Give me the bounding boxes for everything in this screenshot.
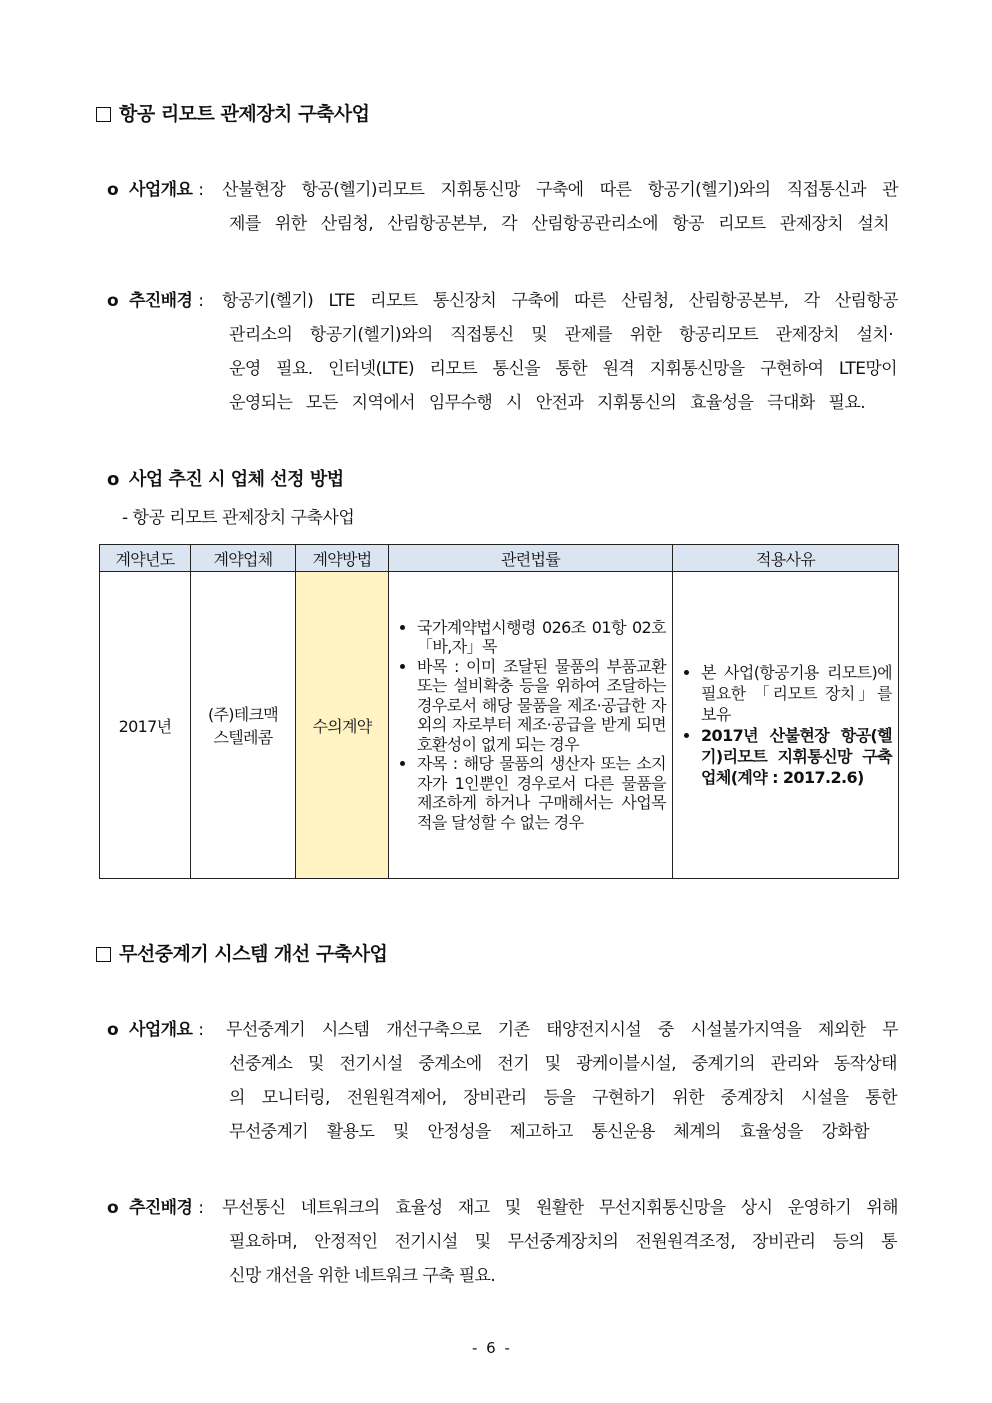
header-cell-company: 계약업체 — [191, 545, 296, 572]
body-line: 항공기(헬기) LTE 리모트 통신장치 구축에 따른 산림청, 산림항공본부, 각 산림항공 — [222, 291, 898, 311]
item-label: 추진배경 — [129, 291, 193, 311]
background-item-1 — [107, 286, 209, 311]
colon-separator: : — [198, 180, 204, 200]
cell-law — [389, 572, 673, 879]
item-label: 사업개요 — [129, 180, 193, 200]
bullet-o-icon: o — [107, 469, 119, 490]
reason-list-item: • 2017년 산불현장 항공(헬기)리모트 지휘통신망 구축업체(계약 : 2017.2.6) — [701, 725, 892, 788]
header-cell-law: 관련법률 — [389, 545, 673, 572]
header-cell-year: 계약년도 — [100, 545, 191, 572]
cell-method: 수의계약 — [296, 572, 389, 879]
body-line: 제를 위한 산림청, 산림항공본부, 각 산림항공관리소에 항공 리모트 관제장치 설치 — [229, 214, 889, 234]
cell-company — [191, 572, 296, 879]
colon-separator: : — [198, 291, 204, 311]
item-label: 사업개요 — [129, 1020, 193, 1040]
header-cell-reason: 적용사유 — [673, 545, 899, 572]
body-line: 관리소의 항공기(헬기)와의 직접통신 및 관제를 위한 항공리모트 관제장치 설치· — [229, 325, 893, 345]
company-line: 스텔레콤 — [213, 728, 273, 747]
law-list — [389, 618, 672, 833]
bullet-o-icon: o — [107, 180, 119, 200]
header-cell-method: 계약방법 — [296, 545, 389, 572]
section-title-text: 항공 리모트 관제장치 구축사업 — [119, 103, 370, 125]
cell-reason — [673, 572, 899, 879]
section-title-text: 무선중계기 시스템 개선 구축사업 — [119, 943, 388, 965]
overview-item-1 — [107, 175, 209, 200]
background-item-2 — [107, 1193, 209, 1218]
law-list-item: • 국가계약법시행령 026조 01항 02호 「바,자」목 — [417, 618, 666, 657]
body-line: 무선중계기 활용도 및 안정성을 제고하고 통신운용 체계의 효율성을 강화함 — [229, 1122, 869, 1142]
body-line: 의 모니터링, 전원원격제어, 장비관리 등을 구현하기 위한 중계장치 시설을 통한 — [229, 1088, 897, 1108]
page-number: - 6 - — [472, 1339, 512, 1357]
body-line: 무선통신 네트워크의 효율성 재고 및 원활한 무선지휘통신망을 상시 운영하기 위해 — [222, 1198, 898, 1218]
body-line: 무선중계기 시스템 개선구축으로 기존 태양전지시설 중 시설불가지역을 제외한 무 — [226, 1020, 898, 1040]
selection-heading — [107, 465, 344, 491]
body-line: 산불현장 항공(헬기)리모트 지휘통신망 구축에 따른 항공기(헬기)와의 직접통신과 관 — [222, 180, 898, 200]
law-list-item: • 바목 : 이미 조달된 물품의 부품교환 또는 설비확충 등을 위하여 조달하는 경우로서 해당 물품을 제조·공급한 자 외의 자로부터 제조·공급을 받게 되면 호환성이 없게 되는 경우 — [417, 657, 666, 755]
body-line: 운영되는 모든 지역에서 임무수행 시 안전과 지휘통신의 효율성을 극대화 필요. — [229, 393, 865, 413]
selection-subtitle: - 항공 리모트 관제장치 구축사업 — [122, 508, 355, 528]
company-line: (주)테크맥 — [207, 705, 279, 724]
colon-separator: : — [198, 1020, 204, 1040]
bullet-o-icon: o — [107, 1020, 119, 1040]
colon-separator: : — [198, 1198, 204, 1218]
checkbox-square-icon — [96, 107, 111, 122]
overview-item-2 — [107, 1015, 209, 1040]
law-list-item: • 자목 : 해당 물품의 생산자 또는 소지자가 1인뿐인 경우로서 다른 물품을 제조하게 하거나 구매해서는 사업목적을 달성할 수 없는 경우 — [417, 754, 666, 832]
reason-list-item: • 본 사업(항공기용 리모트)에 필요한 「리모트 장치」를 보유 — [701, 662, 892, 725]
cell-year: 2017년 — [100, 572, 191, 879]
bullet-o-icon: o — [107, 291, 119, 311]
bullet-o-icon: o — [107, 1198, 119, 1218]
selection-title: 사업 추진 시 업체 선정 방법 — [129, 469, 344, 490]
body-line: 운영 필요. 인터넷(LTE) 리모트 통신을 통한 원격 지휘통신망을 구현하여 LTE망이 — [229, 359, 897, 379]
item-label: 추진배경 — [129, 1198, 193, 1218]
contract-table — [99, 544, 899, 879]
body-line: 신망 개선을 위한 네트워크 구축 필요. — [229, 1266, 496, 1286]
body-line: 필요하며, 안정적인 전기시설 및 무선중계장치의 전원원격조정, 장비관리 등의 통 — [229, 1232, 897, 1252]
section-title-1 — [96, 99, 369, 126]
body-line: 선중계소 및 전기시설 중계소에 전기 및 광케이블시설, 중계기의 관리와 동작상태 — [229, 1054, 897, 1074]
checkbox-square-icon — [96, 947, 111, 962]
reason-list — [673, 662, 898, 788]
table-header-row — [100, 545, 899, 572]
table-row — [100, 572, 899, 879]
section-title-2 — [96, 939, 387, 966]
